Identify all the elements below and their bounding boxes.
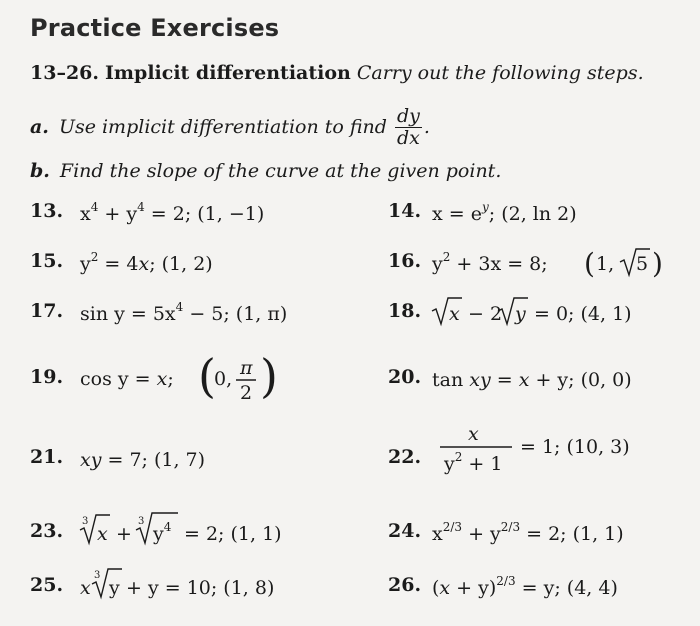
exercise-26-equation (432, 570, 700, 604)
exercise-17 (30, 300, 288, 325)
exercise-number: 21. (30, 446, 64, 468)
svg-text:x: x (449, 303, 460, 325)
svg-text:(x + y)2/3 = y; (4, 4): $(x + y)^{2/3} = y$; (4, 4) (432, 574, 618, 599)
svg-text:π: π (240, 357, 253, 379)
svg-text:y4: $y^4$ (153, 520, 172, 545)
svg-text:3: 3 (82, 516, 89, 527)
exercise-23-equation (80, 510, 390, 550)
svg-text:3: 3 (138, 516, 145, 527)
svg-text:x = ey; (2, ln 2): $x = e^y$; (2, ln 2) (432, 200, 577, 225)
exercise-22-equation (432, 418, 700, 478)
exercise-number: 13. (30, 200, 64, 222)
svg-text:1,: 1, (596, 253, 615, 275)
fraction-denominator: dx (395, 127, 422, 150)
exercise-number: 25. (30, 574, 64, 596)
svg-text:y: y (515, 303, 526, 325)
step-a-period: . (423, 115, 430, 138)
svg-text:+: + (116, 523, 132, 545)
exercise-14-equation (432, 196, 692, 230)
svg-text:= 1; (10, 3): = 1; (10, 3) (520, 436, 630, 458)
svg-text:− 2: − 2 (468, 303, 503, 325)
svg-text:tan xy = x + y; (0, 0): tan xy = x + y; (0, 0) (432, 369, 632, 391)
svg-text:(: ( (584, 247, 595, 280)
fraction-numerator: dy (397, 105, 420, 127)
exercise-number: 26. (388, 574, 422, 596)
exercise-number: 24. (388, 520, 422, 542)
exercise-26 (388, 574, 618, 599)
step-b (30, 160, 501, 182)
svg-text:): ) (260, 349, 278, 403)
exercise-23 (30, 516, 282, 545)
exercise-19 (30, 349, 278, 404)
svg-text:y2 + 3x = 8;: $y^2 + 3x = 8$; (432, 250, 548, 275)
exercise-number: 14. (388, 200, 422, 222)
svg-text:xy = 7; (1, 7): xy = 7; (1, 7) (80, 449, 206, 471)
exercise-21-equation (80, 442, 340, 476)
step-b-label: b. (30, 160, 50, 182)
svg-text:x: x (468, 423, 479, 445)
svg-text:(: ( (198, 349, 216, 403)
exercise-number: 20. (388, 366, 422, 388)
exercise-number: 18. (388, 300, 422, 322)
exercise-19-equation (80, 344, 340, 404)
svg-text:): ) (652, 247, 663, 280)
exercise-number: 19. (30, 366, 64, 388)
exercise-range: 13–26. (30, 62, 99, 84)
exercise-number: 15. (30, 250, 64, 272)
svg-text:+ y = 10; (1, 8): + y = 10; (1, 8) (126, 577, 275, 599)
exercise-21 (30, 446, 206, 471)
exercise-number: 22. (388, 446, 422, 468)
exercise-16 (388, 247, 663, 280)
exercise-set-description: Carry out the following steps. (356, 62, 644, 84)
exercise-13 (30, 200, 265, 225)
exercise-number: 17. (30, 300, 64, 322)
exercise-25-equation (80, 564, 380, 604)
svg-text:2: 2 (240, 382, 253, 404)
exercise-24 (388, 520, 624, 545)
step-a-text: Use implicit differentiation to find (58, 115, 387, 138)
svg-text:x: x (80, 577, 91, 599)
exercise-15 (30, 250, 213, 275)
step-a-label: a. (30, 115, 49, 138)
exercise-number: 16. (388, 250, 422, 272)
section-heading: Practice Exercises (30, 14, 280, 42)
svg-text:y2 = 4x; (1, 2): $y^2 = 4x$; (1, 2) (80, 250, 213, 275)
exercise-intro (30, 62, 644, 84)
svg-text:= 2; (1, 1): = 2; (1, 1) (184, 523, 282, 545)
exercise-18 (388, 300, 632, 325)
svg-text:= 0; (4, 1): = 0; (4, 1) (534, 303, 632, 325)
svg-text:x4 + y4 = 2; (1, −1): $x^4 + y^4 = 2$; (1, −1) (80, 200, 265, 225)
exercise-16-equation (432, 243, 700, 283)
exercise-17-equation (80, 296, 380, 330)
exercise-18-equation (432, 294, 700, 330)
exercise-24-equation (432, 516, 700, 550)
svg-text:y: y (109, 577, 120, 599)
exercise-25 (30, 570, 275, 599)
exercise-13-equation (80, 196, 380, 230)
exercise-set-title: Implicit differentiation (105, 62, 351, 84)
svg-text:5: 5 (636, 253, 649, 275)
exercise-15-equation (80, 246, 340, 280)
svg-text:0,: 0, (214, 368, 233, 390)
step-a (30, 106, 430, 150)
exercise-22 (388, 423, 630, 475)
exercise-20 (388, 366, 632, 391)
svg-text:sin y = 5x4 − 5; (1, π): $\sin y = 5x^4 - 5$; (1, π) (80, 300, 288, 325)
exercise-14 (388, 200, 577, 225)
step-b-text: Find the slope of the curve at the given point. (59, 160, 502, 182)
svg-text:x2/3 + y2/3 = 2; (1, 1): $x^{2/3} + y^{2/3} = 2$; (1, 1) (432, 520, 624, 545)
svg-text:y2 + 1: $y^2 + 1$ (444, 450, 503, 475)
exercise-number: 23. (30, 520, 64, 542)
exercise-20-equation (432, 362, 692, 396)
svg-text:3: 3 (94, 570, 101, 581)
svg-text:x: x (97, 523, 108, 545)
dy-dx-fraction (395, 106, 422, 150)
svg-text:cos y = x;: cos y = x; (80, 368, 174, 390)
